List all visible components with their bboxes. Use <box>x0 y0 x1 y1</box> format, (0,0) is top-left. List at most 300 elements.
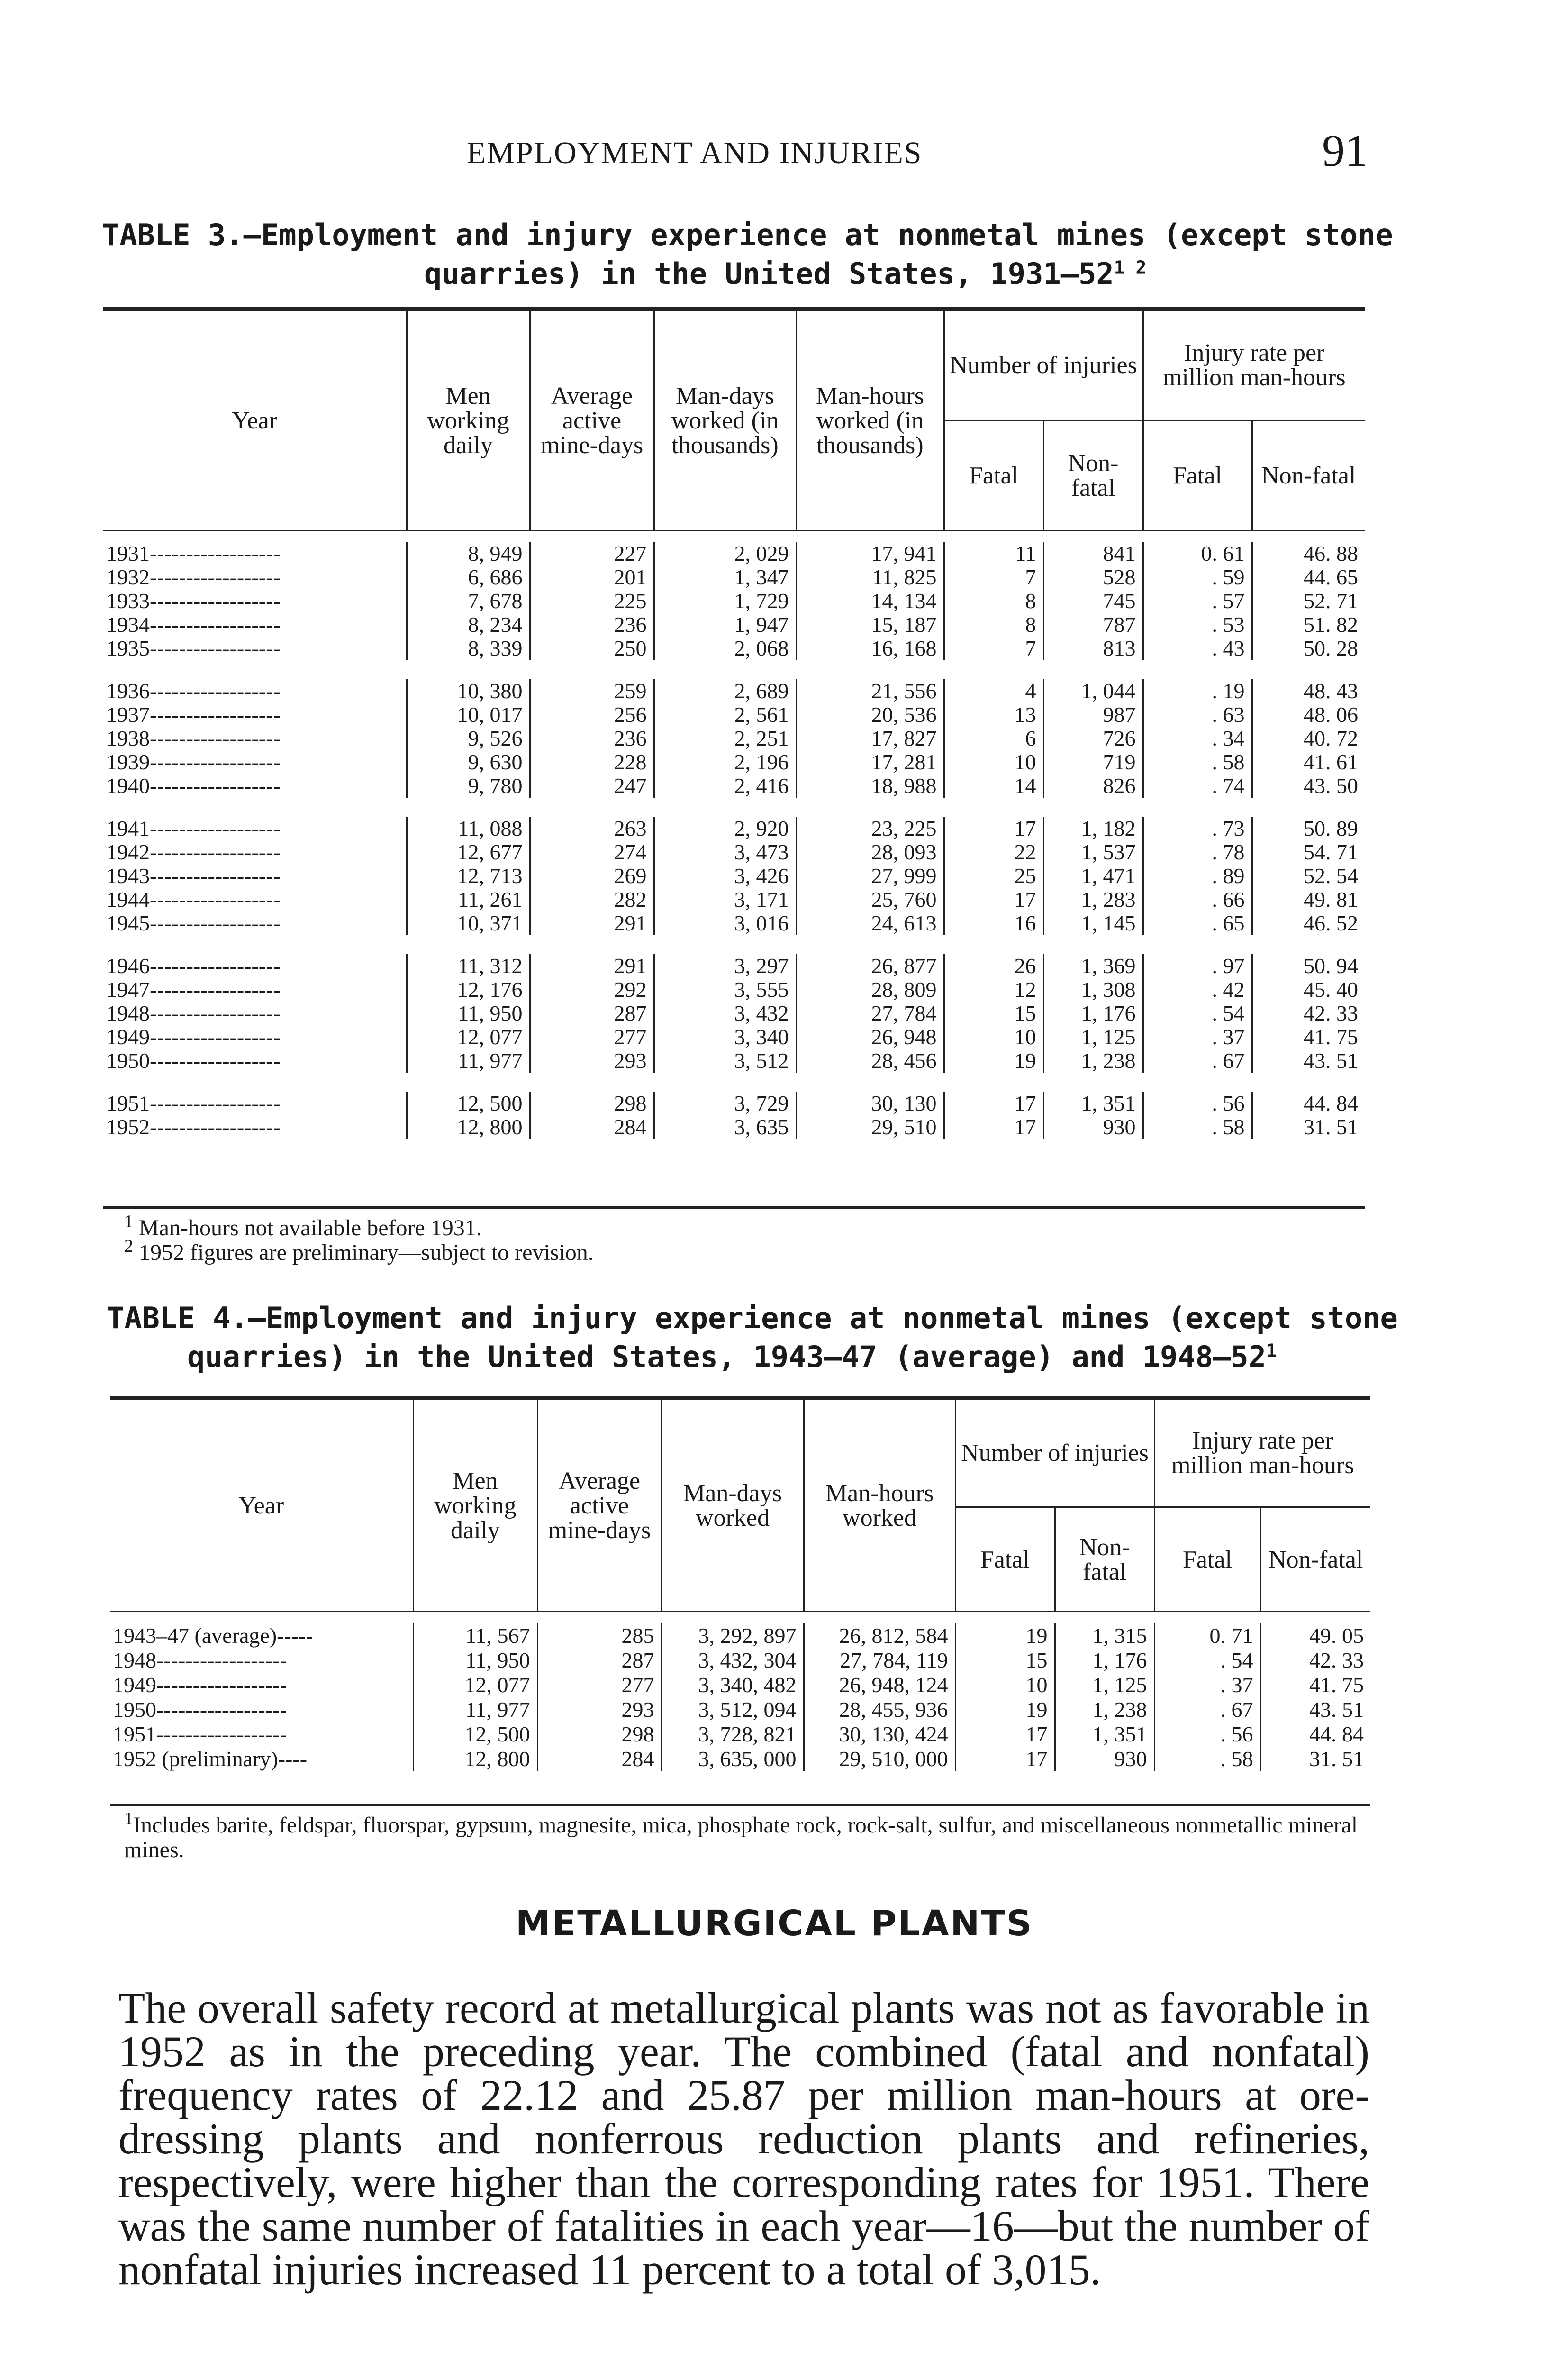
t4-cell: 1, 238 <box>1055 1697 1154 1722</box>
table4-caption <box>107 1299 1471 1376</box>
t4-cell: 17 <box>955 1747 1055 1771</box>
t4-header-man-hours: Man-hours worked <box>804 1400 955 1612</box>
t4-year-cell <box>110 1623 413 1648</box>
t3-cell: 18, 988 <box>796 774 944 798</box>
t3-cell: 4 <box>944 679 1043 703</box>
t3-cell: 1, 044 <box>1043 679 1143 703</box>
t3-footnote-1-text: Man-hours not available before 1931. <box>139 1215 482 1240</box>
t4-cell: 12, 077 <box>413 1673 537 1697</box>
dot-leader: ------------------ <box>150 636 281 660</box>
t3-year-cell <box>103 1049 407 1073</box>
t3-cell: 287 <box>530 1002 654 1025</box>
dot-leader: ------------------ <box>150 977 281 1002</box>
dot-leader: ------------------ <box>150 750 281 774</box>
table4-caption-line1: TABLE 4.—Employment and injury experience at nonmetal mines (except stone <box>107 1301 1398 1335</box>
t4-cell: 3, 340, 482 <box>662 1673 804 1697</box>
t3-cell: 813 <box>1043 637 1143 660</box>
year-label: 1946 <box>106 954 150 978</box>
table-row <box>103 912 1365 935</box>
t3-cell: . 97 <box>1143 954 1252 978</box>
t3-cell: 17 <box>944 1115 1043 1139</box>
year-label: 1938 <box>106 726 150 750</box>
t3-cell: . 57 <box>1143 589 1252 613</box>
t3-cell: 291 <box>530 912 654 935</box>
t3-cell: 11, 261 <box>407 888 530 912</box>
t3-cell: 228 <box>530 750 654 774</box>
t3-cell: 293 <box>530 1049 654 1073</box>
t3-cell: 12, 800 <box>407 1115 530 1139</box>
t4-cell: 28, 455, 936 <box>804 1697 955 1722</box>
t3-cell: 12, 500 <box>407 1092 530 1115</box>
t3-cell: 1, 369 <box>1043 954 1143 978</box>
t3-cell: 719 <box>1043 750 1143 774</box>
dot-leader: ---- <box>278 1747 308 1771</box>
t3-cell: 26 <box>944 954 1043 978</box>
t3-year-cell <box>103 864 407 888</box>
t4-cell: 41. 75 <box>1260 1673 1370 1697</box>
year-label: 1950 <box>106 1048 150 1073</box>
table3-caption <box>102 216 1467 293</box>
t3-cell: 236 <box>530 727 654 750</box>
year-label: 1939 <box>106 750 150 774</box>
t3-cell: 1, 145 <box>1043 912 1143 935</box>
year-label: 1944 <box>106 887 150 912</box>
dot-leader: ------------------ <box>156 1722 287 1746</box>
t3-year-cell <box>103 589 407 613</box>
t3-cell: . 67 <box>1143 1049 1252 1073</box>
t3-cell: 17 <box>944 1092 1043 1115</box>
year-label: 1943 <box>106 864 150 888</box>
t3-cell: 2, 196 <box>654 750 796 774</box>
table-row <box>103 954 1365 978</box>
t3-cell: 9, 780 <box>407 774 530 798</box>
t3-cell: . 42 <box>1143 978 1252 1002</box>
dot-leader: ------------------ <box>150 911 281 935</box>
t4-cell: 19 <box>955 1697 1055 1722</box>
t3-cell: 54. 71 <box>1252 840 1365 864</box>
dot-leader: ------------------ <box>150 589 281 613</box>
t3-cell: 52. 71 <box>1252 589 1365 613</box>
table3-footnote-2 <box>124 1236 594 1265</box>
dot-leader: ------------------ <box>150 1115 281 1139</box>
year-label: 1942 <box>106 840 150 864</box>
table-row <box>103 840 1365 864</box>
t3-header-rate-fatal: Fatal <box>1143 421 1252 531</box>
t3-cell: 259 <box>530 679 654 703</box>
t3-cell: 3, 473 <box>654 840 796 864</box>
t4-cell: 3, 432, 304 <box>662 1648 804 1673</box>
t3-cell: 225 <box>530 589 654 613</box>
t3-cell: 274 <box>530 840 654 864</box>
t3-cell: 50. 94 <box>1252 954 1365 978</box>
t3-header-men: Men working daily <box>407 311 530 530</box>
t4-cell: 11, 977 <box>413 1697 537 1722</box>
t3-year-cell <box>103 912 407 935</box>
t3-cell: 28, 456 <box>796 1049 944 1073</box>
t3-cell: 11, 950 <box>407 1002 530 1025</box>
t3-cell: 20, 536 <box>796 703 944 727</box>
t3-year-cell <box>103 774 407 798</box>
table-row <box>103 637 1365 660</box>
table-row <box>103 542 1365 565</box>
year-label: 1948 <box>113 1648 156 1672</box>
t4-header-rate-nonfatal: Non-fatal <box>1260 1507 1370 1613</box>
t3-header-man-days: Man-days worked (in thousands) <box>654 311 796 530</box>
table-row <box>103 774 1365 798</box>
t3-header-injuries: Number of injuries <box>944 311 1143 421</box>
t3-cell: 16 <box>944 912 1043 935</box>
t3-cell: 745 <box>1043 589 1143 613</box>
dot-leader: ------------------ <box>150 1048 281 1073</box>
t3-cell: 277 <box>530 1025 654 1049</box>
t3-cell: 8, 339 <box>407 637 530 660</box>
t3-cell: 31. 51 <box>1252 1115 1365 1139</box>
t3-year-cell <box>103 1092 407 1115</box>
t3-cell: 42. 33 <box>1252 1002 1365 1025</box>
t3-cell: 227 <box>530 542 654 565</box>
t3-year-cell <box>103 1025 407 1049</box>
t3-cell: 1, 729 <box>654 589 796 613</box>
t3-cell: 24, 613 <box>796 912 944 935</box>
t3-cell: 46. 52 <box>1252 912 1365 935</box>
t4-cell: 42. 33 <box>1260 1648 1370 1673</box>
t3-cell: 3, 432 <box>654 1002 796 1025</box>
dot-leader: ------------------ <box>150 679 281 703</box>
t4-header-fatal: Fatal <box>955 1507 1055 1613</box>
t4-cell: 26, 948, 124 <box>804 1673 955 1697</box>
t3-cell: 263 <box>530 817 654 840</box>
t3-cell: 1, 351 <box>1043 1092 1143 1115</box>
t4-cell: 11, 567 <box>413 1623 537 1648</box>
t4-footnote-text: Includes barite, feldspar, fluorspar, gypsum, magnesite, mica, phosphate rock, rock-salt, sulfur, and miscellaneous nonmetallic mineral mines. <box>124 1813 1358 1862</box>
table3 <box>103 311 1365 1139</box>
t4-cell: 285 <box>537 1623 662 1648</box>
table3-body <box>103 530 1365 1139</box>
t4-cell: 43. 51 <box>1260 1697 1370 1722</box>
table-row <box>103 727 1365 750</box>
t3-cell: 44. 65 <box>1252 565 1365 589</box>
t3-footnote-1-mark: 1 <box>124 1212 133 1231</box>
t4-cell: 27, 784, 119 <box>804 1648 955 1673</box>
table-row <box>103 817 1365 840</box>
t3-cell: 1, 347 <box>654 565 796 589</box>
t3-cell: 48. 06 <box>1252 703 1365 727</box>
t3-year-cell <box>103 1115 407 1139</box>
year-label: 1950 <box>113 1697 156 1722</box>
dot-leader: ------------------ <box>156 1697 287 1722</box>
dot-leader: ------------------ <box>150 726 281 750</box>
t3-cell: 1, 947 <box>654 613 796 637</box>
table-row <box>103 1092 1365 1115</box>
t4-cell: 12, 500 <box>413 1722 537 1747</box>
t4-cell: 287 <box>537 1648 662 1673</box>
table3-caption-line2: quarries) in the United States, 1931–52 <box>424 256 1114 291</box>
t3-cell: 50. 89 <box>1252 817 1365 840</box>
t3-cell: 28, 809 <box>796 978 944 1002</box>
t3-cell: 21, 556 <box>796 679 944 703</box>
year-label: 1937 <box>106 702 150 727</box>
t3-cell: 40. 72 <box>1252 727 1365 750</box>
t3-cell: 1, 308 <box>1043 978 1143 1002</box>
t4-cell: 284 <box>537 1747 662 1771</box>
table4-footnote <box>124 1809 1370 1862</box>
t4-cell: 1, 125 <box>1055 1673 1154 1697</box>
t3-year-cell <box>103 888 407 912</box>
t4-cell: 44. 84 <box>1260 1722 1370 1747</box>
t3-cell: 6, 686 <box>407 565 530 589</box>
t3-cell: 3, 555 <box>654 978 796 1002</box>
year-label: 1931 <box>106 541 150 565</box>
t3-cell: 2, 416 <box>654 774 796 798</box>
t3-header-nonfatal: Non-fatal <box>1043 421 1143 531</box>
t3-cell: 29, 510 <box>796 1115 944 1139</box>
year-label: 1952 (preliminary) <box>113 1747 278 1771</box>
table-row <box>103 978 1365 1002</box>
t3-cell: . 53 <box>1143 613 1252 637</box>
t4-year-cell <box>110 1673 413 1697</box>
t4-year-cell <box>110 1648 413 1673</box>
t3-year-cell <box>103 1002 407 1025</box>
t4-cell: 17 <box>955 1722 1055 1747</box>
t3-cell: 10 <box>944 750 1043 774</box>
dot-leader: ------------------ <box>150 565 281 589</box>
t3-cell: 41. 61 <box>1252 750 1365 774</box>
table3-top-rule <box>103 307 1365 311</box>
t4-cell: 930 <box>1055 1747 1154 1771</box>
year-label: 1934 <box>106 612 150 637</box>
year-label: 1941 <box>106 816 150 840</box>
t3-cell: 3, 512 <box>654 1049 796 1073</box>
t3-cell: 17, 827 <box>796 727 944 750</box>
dot-leader: ------------------ <box>150 864 281 888</box>
t3-cell: 50. 28 <box>1252 637 1365 660</box>
t3-cell: 43. 50 <box>1252 774 1365 798</box>
t4-cell: 29, 510, 000 <box>804 1747 955 1771</box>
t3-footnote-2-text: 1952 figures are preliminary—subject to revision. <box>139 1240 594 1265</box>
t3-cell: . 59 <box>1143 565 1252 589</box>
t4-header-man-days: Man-days worked <box>662 1400 804 1612</box>
t3-cell: 282 <box>530 888 654 912</box>
t4-cell: 11, 950 <box>413 1648 537 1673</box>
t3-cell: 2, 251 <box>654 727 796 750</box>
table-row <box>110 1697 1370 1722</box>
t3-header-year: Year <box>232 407 278 434</box>
dot-leader: ------------------ <box>150 541 281 565</box>
t4-header-rate: Injury rate per million man-hours <box>1154 1400 1370 1507</box>
t3-cell: 269 <box>530 864 654 888</box>
table-row <box>103 679 1365 703</box>
running-title: EMPLOYMENT AND INJURIES <box>467 136 923 170</box>
t3-cell: 28, 093 <box>796 840 944 864</box>
t3-header-avg-days: Average active mine-days <box>530 311 654 530</box>
t3-cell: 1, 283 <box>1043 888 1143 912</box>
t3-footnote-2-mark: 2 <box>124 1236 133 1256</box>
t3-cell: 8 <box>944 589 1043 613</box>
t3-cell: 726 <box>1043 727 1143 750</box>
t3-cell: 250 <box>530 637 654 660</box>
t3-cell: 12, 176 <box>407 978 530 1002</box>
t4-year-cell <box>110 1722 413 1747</box>
t3-cell: 201 <box>530 565 654 589</box>
t3-cell: 7 <box>944 565 1043 589</box>
t3-cell: . 74 <box>1143 774 1252 798</box>
t3-year-cell <box>103 703 407 727</box>
t3-year-cell <box>103 817 407 840</box>
t3-cell: . 73 <box>1143 817 1252 840</box>
t3-header-rate-nonfatal: Non-fatal <box>1252 421 1365 531</box>
t3-year-cell <box>103 542 407 565</box>
table4-bottom-rule <box>110 1804 1370 1806</box>
t3-cell: 3, 729 <box>654 1092 796 1115</box>
year-label: 1951 <box>106 1091 150 1115</box>
t3-cell: 3, 635 <box>654 1115 796 1139</box>
t3-cell: . 34 <box>1143 727 1252 750</box>
table-row <box>103 565 1365 589</box>
t3-cell: 14 <box>944 774 1043 798</box>
t3-cell: 27, 999 <box>796 864 944 888</box>
t3-cell: 1, 537 <box>1043 840 1143 864</box>
t3-cell: 12 <box>944 978 1043 1002</box>
t3-year-cell <box>103 954 407 978</box>
dot-leader: ------------------ <box>150 816 281 840</box>
t3-year-cell <box>103 565 407 589</box>
t3-cell: 11, 977 <box>407 1049 530 1073</box>
t3-cell: 17 <box>944 817 1043 840</box>
dot-leader: ------------------ <box>150 1091 281 1115</box>
year-label: 1943–47 (average) <box>113 1623 277 1648</box>
year-label: 1940 <box>106 774 150 798</box>
t3-cell: 298 <box>530 1092 654 1115</box>
t3-cell: 16, 168 <box>796 637 944 660</box>
t3-cell: 292 <box>530 978 654 1002</box>
t3-cell: 10, 017 <box>407 703 530 727</box>
section-title: METALLURGICAL PLANTS <box>516 1903 1033 1944</box>
year-label: 1935 <box>106 636 150 660</box>
t3-cell: 15 <box>944 1002 1043 1025</box>
t3-cell: 23, 225 <box>796 817 944 840</box>
t3-cell: 987 <box>1043 703 1143 727</box>
t3-cell: 2, 920 <box>654 817 796 840</box>
t3-year-cell <box>103 679 407 703</box>
t4-cell: 1, 315 <box>1055 1623 1154 1648</box>
t3-cell: 3, 171 <box>654 888 796 912</box>
t3-cell: 236 <box>530 613 654 637</box>
t3-cell: . 19 <box>1143 679 1252 703</box>
year-label: 1936 <box>106 679 150 703</box>
t3-cell: 15, 187 <box>796 613 944 637</box>
t3-cell: 43. 51 <box>1252 1049 1365 1073</box>
t3-cell: 17, 941 <box>796 542 944 565</box>
t4-header-nonfatal: Non-fatal <box>1055 1507 1154 1613</box>
t3-cell: 13 <box>944 703 1043 727</box>
t4-cell: 26, 812, 584 <box>804 1623 955 1648</box>
t4-cell: 30, 130, 424 <box>804 1722 955 1747</box>
t3-cell: 7, 678 <box>407 589 530 613</box>
t3-cell: 14, 134 <box>796 589 944 613</box>
page-number: 91 <box>1322 125 1368 176</box>
t3-cell: 2, 029 <box>654 542 796 565</box>
t3-cell: 9, 630 <box>407 750 530 774</box>
t3-cell: 1, 238 <box>1043 1049 1143 1073</box>
dot-leader: ------------------ <box>150 1001 281 1025</box>
table4-body <box>110 1612 1370 1771</box>
t3-cell: 8 <box>944 613 1043 637</box>
body-paragraph: The overall safety record at metallurgical plants was not as favorable in 1952 as in the preceding year. The combined (fatal and nonfatal) frequency rates of 22.12 and 25.87 per million man-hours at ore-dressing plants and nonferrous reduction plants and refineries, respectively, were higher than the corresponding rates for 1951. There was the same number of fatalities in each year—16—but the number of nonfatal injuries increased 11 percent to a total of 3,015. <box>118 1984 1369 2294</box>
table-row <box>110 1673 1370 1697</box>
t3-cell: . 43 <box>1143 637 1252 660</box>
table-row <box>103 864 1365 888</box>
table-row <box>103 1115 1365 1139</box>
t3-cell: 3, 297 <box>654 954 796 978</box>
table3-bottom-rule <box>103 1206 1365 1209</box>
t3-cell: 45. 40 <box>1252 978 1365 1002</box>
t4-cell: . 58 <box>1154 1747 1260 1771</box>
t4-cell: . 54 <box>1154 1648 1260 1673</box>
t3-cell: 8, 234 <box>407 613 530 637</box>
t4-cell: 19 <box>955 1623 1055 1648</box>
t3-cell: 10, 380 <box>407 679 530 703</box>
t3-cell: 841 <box>1043 542 1143 565</box>
t3-cell: 12, 077 <box>407 1025 530 1049</box>
t4-cell: 3, 512, 094 <box>662 1697 804 1722</box>
t3-cell: 256 <box>530 703 654 727</box>
dot-leader: ------------------ <box>150 1025 281 1049</box>
t3-year-cell <box>103 613 407 637</box>
t3-cell: 11 <box>944 542 1043 565</box>
dot-leader: ------------------ <box>150 840 281 864</box>
t3-cell: 46. 88 <box>1252 542 1365 565</box>
t3-cell: 49. 81 <box>1252 888 1365 912</box>
t3-year-cell <box>103 637 407 660</box>
t3-header-rate: Injury rate per million man-hours <box>1143 311 1365 421</box>
t3-cell: 48. 43 <box>1252 679 1365 703</box>
t3-cell: . 89 <box>1143 864 1252 888</box>
t3-cell: 3, 340 <box>654 1025 796 1049</box>
t3-cell: 10 <box>944 1025 1043 1049</box>
year-label: 1948 <box>106 1001 150 1025</box>
t4-cell: . 56 <box>1154 1722 1260 1747</box>
t3-cell: 51. 82 <box>1252 613 1365 637</box>
t3-cell: 11, 312 <box>407 954 530 978</box>
t4-cell: 12, 800 <box>413 1747 537 1771</box>
year-label: 1932 <box>106 565 150 589</box>
year-label: 1949 <box>113 1673 156 1697</box>
t4-cell: 3, 292, 897 <box>662 1623 804 1648</box>
t3-cell: . 65 <box>1143 912 1252 935</box>
t3-cell: 41. 75 <box>1252 1025 1365 1049</box>
t3-cell: 26, 948 <box>796 1025 944 1049</box>
t4-cell: 10 <box>955 1673 1055 1697</box>
table-row <box>103 888 1365 912</box>
dot-leader: ------------------ <box>156 1673 287 1697</box>
t3-cell: 1, 176 <box>1043 1002 1143 1025</box>
t3-cell: 826 <box>1043 774 1143 798</box>
table3-caption-marks: 1 2 <box>1114 257 1147 278</box>
t3-cell: 25, 760 <box>796 888 944 912</box>
t3-cell: 1, 182 <box>1043 817 1143 840</box>
table-row <box>110 1722 1370 1747</box>
t3-cell: 25 <box>944 864 1043 888</box>
t4-cell: 1, 351 <box>1055 1722 1154 1747</box>
t3-cell: . 78 <box>1143 840 1252 864</box>
t3-cell: 1, 125 <box>1043 1025 1143 1049</box>
t3-header-fatal: Fatal <box>944 421 1043 531</box>
t3-cell: 1, 471 <box>1043 864 1143 888</box>
table4-caption-line2: quarries) in the United States, 1943–47 (average) and 1948–52 <box>187 1340 1266 1374</box>
table-row <box>103 589 1365 613</box>
t3-cell: 22 <box>944 840 1043 864</box>
t3-cell: 2, 068 <box>654 637 796 660</box>
